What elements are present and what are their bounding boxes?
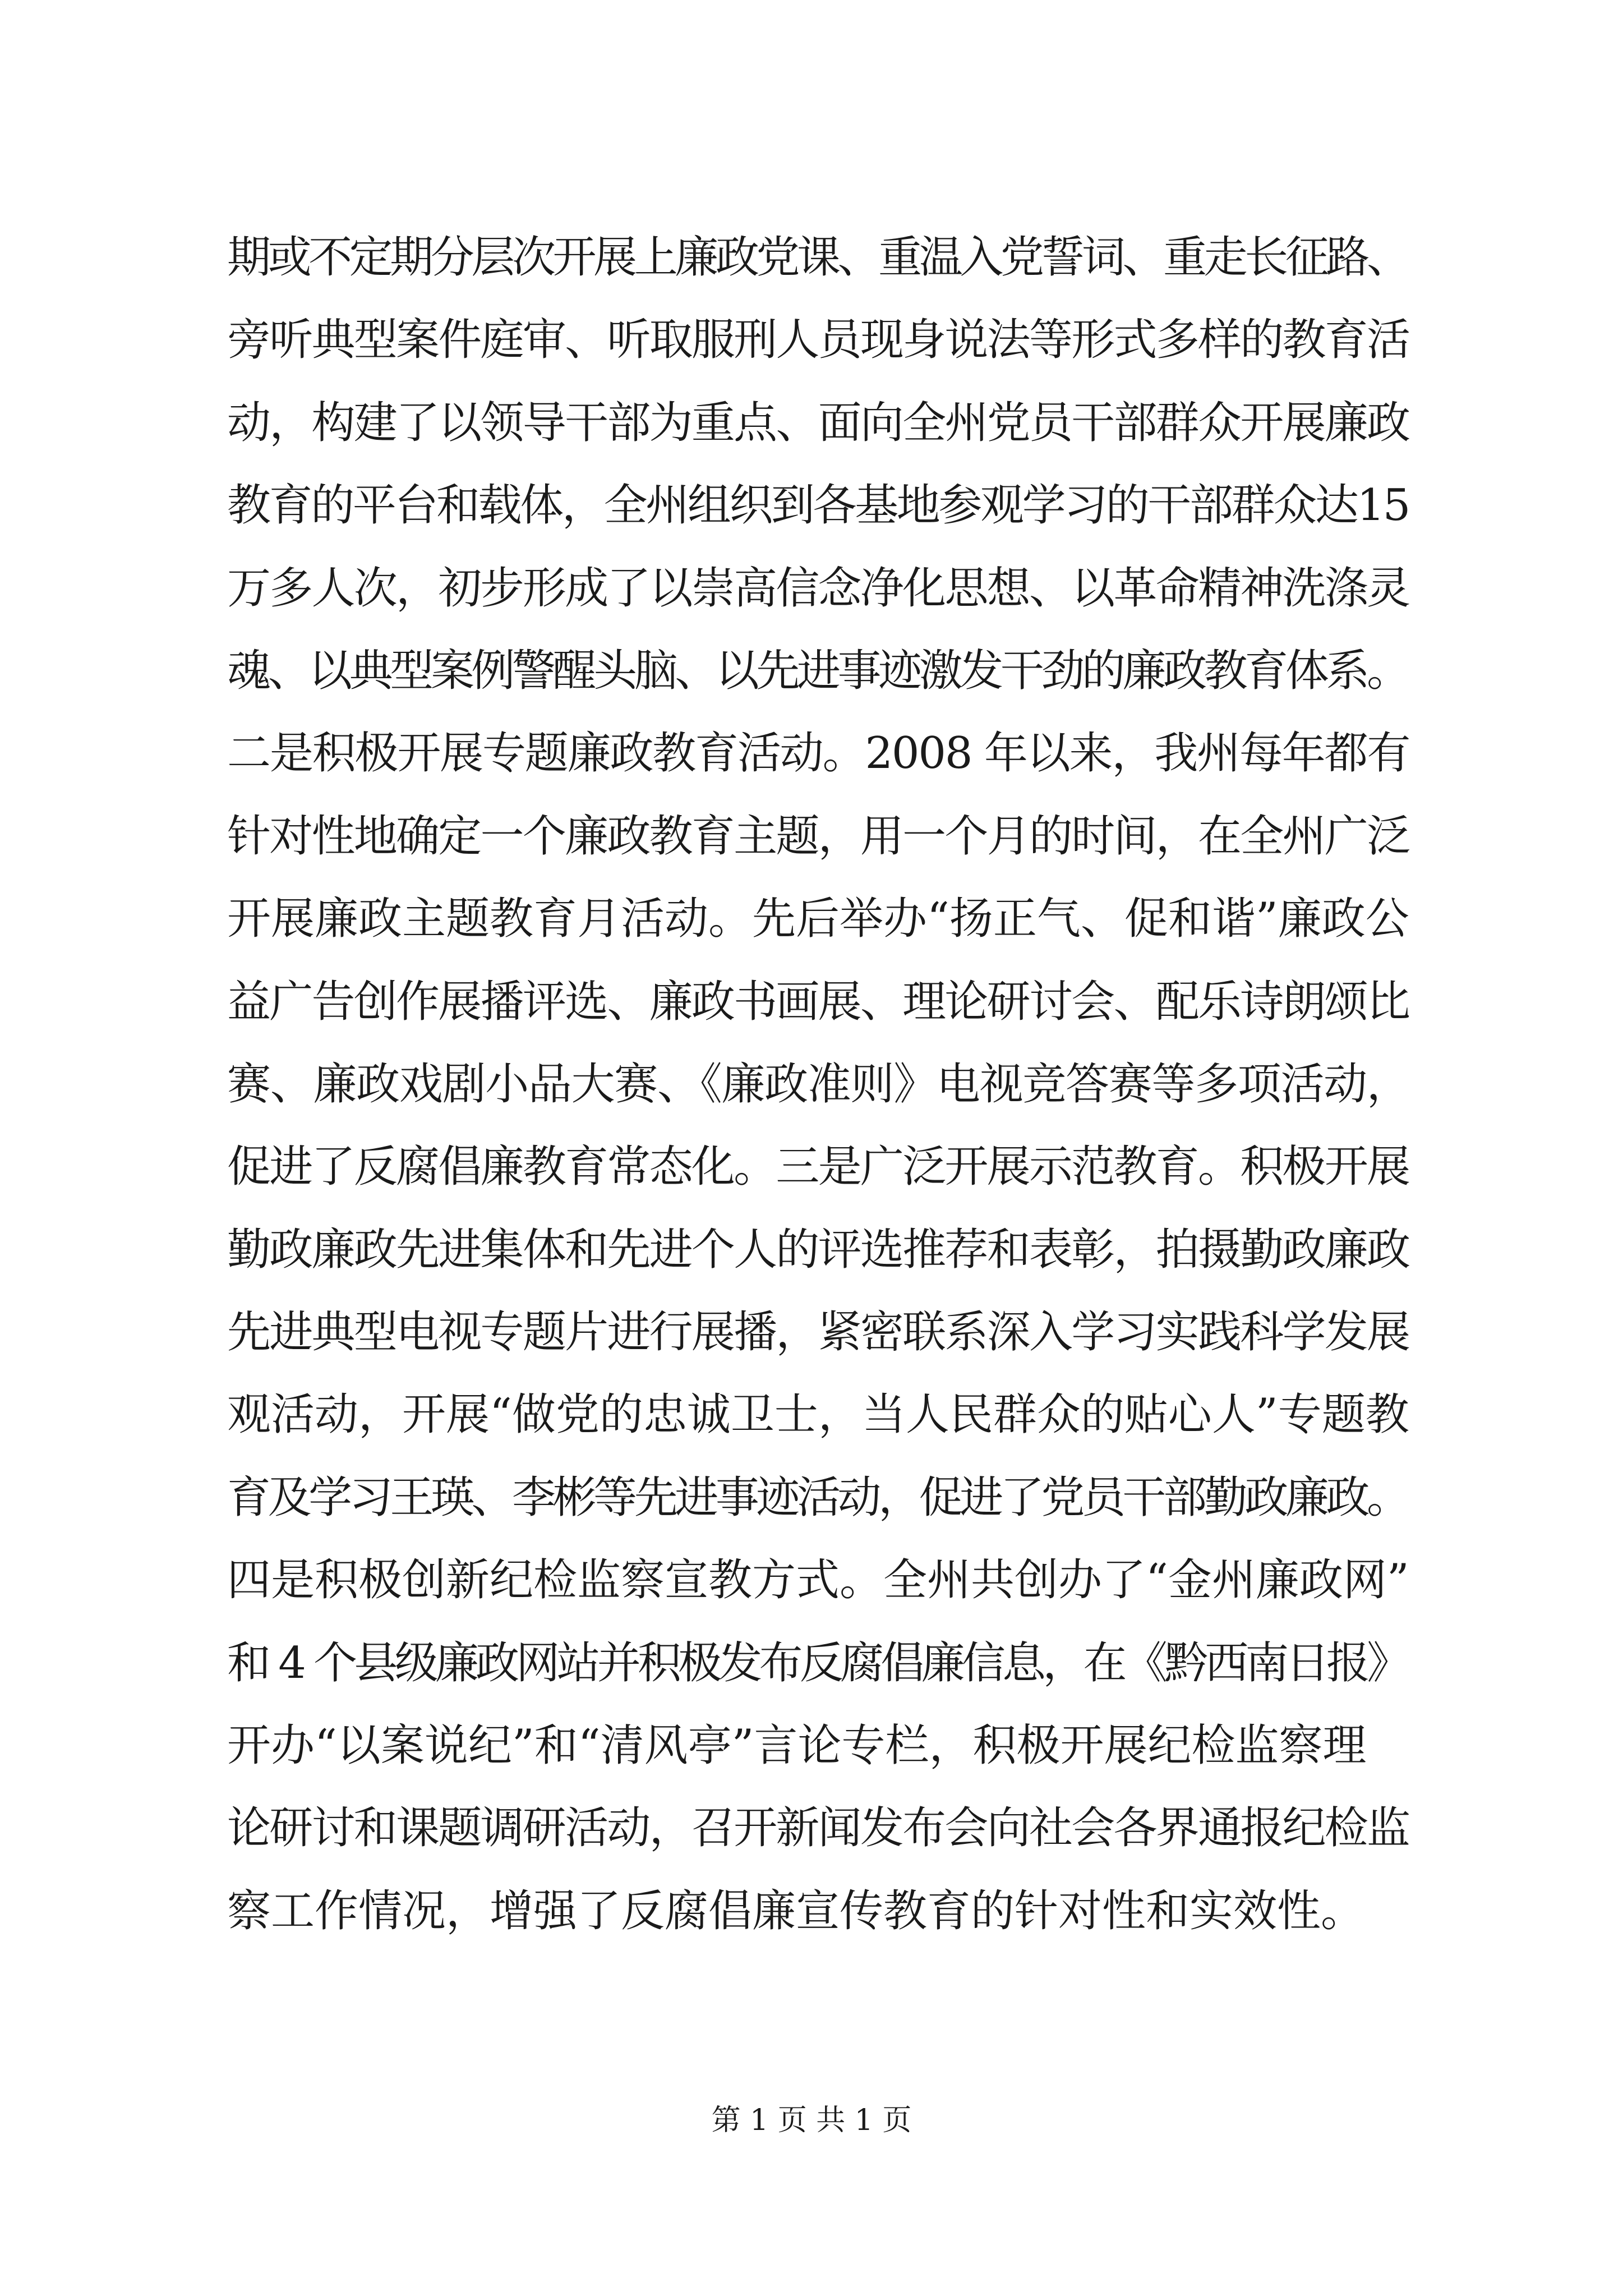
text-line: 察工作情况，增强了反腐倡廉宣传教育的针对性和实效性。 <box>227 1885 1365 1936</box>
text-line: 育及学习王瑛、李彬等先进事迹活动，促进了党员干部勤政廉政。 <box>227 1472 1408 1523</box>
text-line: 赛、廉政戏剧小品大赛、《廉政准则》电视竞答赛等多项活动， <box>227 1059 1410 1110</box>
text-line: 勤政廉政先进集体和先进个人的评选推荐和表彰，拍摄勤政廉政 <box>227 1224 1409 1275</box>
text-line: 魂、以典型案例警醒头脑、以先进事迹激发干劲的廉政教育体系。 <box>227 645 1408 696</box>
text-line: 论研讨和课题调研活动，召开新闻发布会向社会各界通报纪检监 <box>227 1803 1409 1854</box>
text-line: 开办“以案说纪”和“清风亭”言论专栏，积极开展纪检监察理 <box>227 1720 1367 1772</box>
text-line: 先进典型电视专题片进行展播，紧密联系深入学习实践科学发展 <box>227 1307 1409 1358</box>
text-line: 观活动，开展“做党的忠诚卫士，当人民群众的贴心人”专题教 <box>227 1389 1409 1441</box>
page-footer: 第 1 页 共 1 页 <box>711 2104 912 2137</box>
text-line: 针对性地确定一个廉政教育主题，用一个月的时间，在全州广泛 <box>227 811 1409 862</box>
text-line: 和 4 个县级廉政网站并积极发布反腐倡廉信息，在《黔西南日报》 <box>227 1637 1408 1688</box>
text-line: 二是积极开展专题廉政教育活动。2008 年以来，我州每年都有 <box>227 728 1410 779</box>
text-line: 开展廉政主题教育月活动。先后举办“扬正气、促和谐”廉政公 <box>227 894 1409 945</box>
text-line: 四是积极创新纪检监察宣教方式。全州共创办了“金州廉政网” <box>227 1555 1409 1606</box>
text-line: 期或不定期分层次开展上廉政党课、重温入党誓词、重走长征路、 <box>227 232 1408 283</box>
text-line: 动，构建了以领导干部为重点、面向全州党员干部群众开展廉政 <box>227 397 1409 448</box>
text-line: 万多人次，初步形成了以崇高信念净化思想、以革命精神洗涤灵 <box>227 563 1409 614</box>
text-line: 促进了反腐倡廉教育常态化。三是广泛开展示范教育。积极开展 <box>227 1142 1409 1193</box>
text-line: 教育的平台和载体，全州组织到各基地参观学习的干部群众达15 <box>227 480 1409 531</box>
body-paragraph <box>227 217 1410 1953</box>
text-line: 益广告创作展播评选、廉政书画展、理论研讨会、配乐诗朗颂比 <box>227 976 1409 1027</box>
text-line: 旁听典型案件庭审、听取服刑人员现身说法等形式多样的教育活 <box>227 315 1409 366</box>
